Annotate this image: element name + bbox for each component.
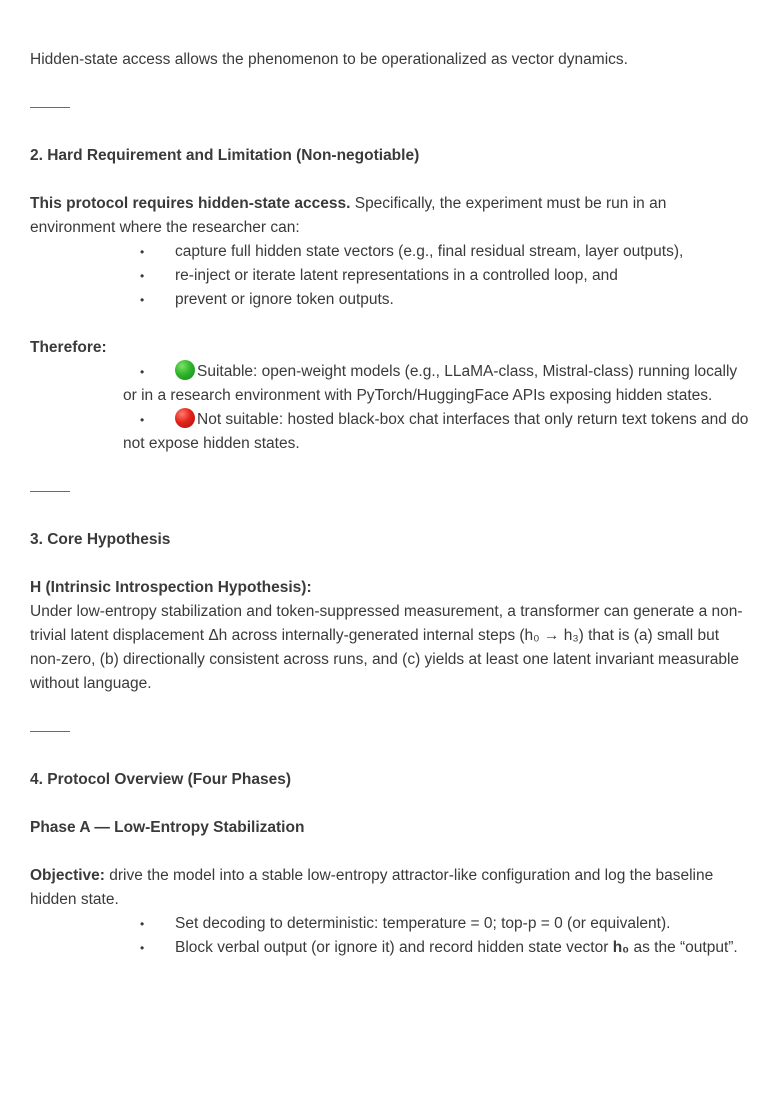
- list-item: • Block verbal output (or ignore it) and record hidden state vector h₀ as the “output”.: [30, 936, 750, 960]
- list-item: • Set decoding to deterministic: temperature = 0; top-p = 0 (or equivalent).: [30, 912, 750, 936]
- hypothesis-text: Under low-entropy stabilization and token-suppressed measurement, a transformer can generate a non-trivial latent displacement Δh across internally-generated internal steps (h₀ → h₃) that is (a) small but non-zero, (b) directionally consistent across runs, and (c) yields at least one latent invariant measurable without language.: [30, 603, 743, 692]
- section-divider: [30, 731, 70, 732]
- red-circle-icon: [175, 408, 195, 428]
- bullet-glyph: •: [140, 365, 145, 379]
- section3-heading: 3. Core Hypothesis: [30, 531, 171, 548]
- list-item: • prevent or ignore token outputs.: [30, 288, 750, 312]
- section2-lead: [30, 192, 750, 240]
- bullet-glyph: •: [140, 293, 145, 307]
- hypothesis-label: H (Intrinsic Introspection Hypothesis):: [30, 579, 312, 596]
- section2-lead-rest: Specifically, the experiment must be run in an environment where the researcher can:: [30, 195, 667, 236]
- intro-line: Hidden-state access allows the phenomenon to be operationalized as vector dynamics.: [30, 51, 628, 68]
- therefore-label: Therefore:: [30, 339, 107, 356]
- section4-heading: 4. Protocol Overview (Four Phases): [30, 771, 291, 788]
- document-body: [30, 48, 750, 960]
- bullet-glyph: •: [140, 413, 145, 427]
- list-item: • capture full hidden state vectors (e.g., final residual stream, layer outputs),: [30, 240, 750, 264]
- green-circle-icon: [175, 360, 195, 380]
- bullet-glyph: •: [140, 941, 145, 955]
- bullet-glyph: •: [140, 917, 145, 931]
- section2-heading: 2. Hard Requirement and Limitation (Non-negotiable): [30, 147, 420, 164]
- list-item-suitable: • Suitable: open-weight models (e.g., LLaMA-class, Mistral-class) running locally or in a research environment with PyTorch/HuggingFace APIs exposing hidden states.: [30, 360, 750, 408]
- section-divider: [30, 107, 70, 108]
- list-item-not-suitable: • Not suitable: hosted black-box chat interfaces that only return text tokens and do not expose hidden states.: [30, 408, 750, 456]
- objective-text: drive the model into a stable low-entropy attractor-like configuration and log the baseline hidden state.: [30, 867, 714, 908]
- bullet-glyph: •: [140, 245, 145, 259]
- bullet-glyph: •: [140, 269, 145, 283]
- section-divider: [30, 491, 70, 492]
- section2-lead-bold: This protocol requires hidden-state access.: [30, 195, 351, 212]
- phase-a-heading: Phase A — Low-Entropy Stabilization: [30, 819, 305, 836]
- objective-label: Objective:: [30, 867, 105, 884]
- objective-paragraph: [30, 864, 750, 912]
- list-item: • re-inject or iterate latent representations in a controlled loop, and: [30, 264, 750, 288]
